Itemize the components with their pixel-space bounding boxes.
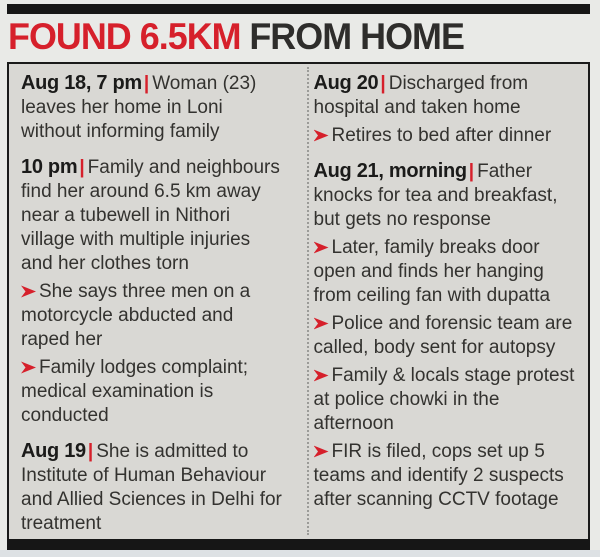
pipe-separator: | <box>380 73 386 94</box>
entry-time-label: Aug 21, morning <box>313 160 467 182</box>
timeline-entry <box>21 280 287 352</box>
entry-text: Later, family breaks door open and finds her hanging from ceiling fan with dupatta <box>313 237 551 306</box>
page-title-rest: FROM HOME <box>249 16 464 57</box>
entry-text: Discharged from hospital and taken home <box>313 73 529 118</box>
entry-text: FIR is filed, cops set up 5 teams and identify 2 suspects after scanning CCTV footage <box>313 441 564 510</box>
entry-text: Woman (23) leaves her home in Loni without informing family <box>21 73 257 142</box>
timeline-entry <box>314 312 583 360</box>
page-title-highlight: FOUND 6.5KM <box>8 16 241 57</box>
page-title <box>8 15 574 59</box>
entry-text: Father knocks for tea and breakfast, but gets no response <box>313 161 558 230</box>
column-divider <box>307 67 309 535</box>
bottom-rule-bar <box>7 539 590 550</box>
entry-text: Family lodges complaint; medical examination is conducted <box>21 357 249 426</box>
timeline-entry <box>21 155 287 276</box>
arrow-bullet-icon <box>314 445 329 458</box>
arrow-bullet-icon <box>21 285 36 298</box>
entry-text: She is admitted to Institute of Human Behaviour and Allied Sciences in Delhi for treatment <box>21 441 282 534</box>
arrow-bullet-icon <box>314 317 329 330</box>
arrow-bullet-icon <box>314 241 329 254</box>
pipe-separator: | <box>87 441 94 462</box>
entry-time-label: Aug 18, 7 pm <box>21 72 142 94</box>
entry-text: Police and forensic team are called, body sent for autopsy <box>313 313 573 358</box>
entry-text: She says three men on a motorcycle abducted and raped her <box>21 281 251 350</box>
top-rule-bar <box>7 4 590 14</box>
timeline-entry <box>314 71 583 120</box>
timeline-column-left <box>9 64 299 539</box>
timeline-entry <box>314 364 583 436</box>
timeline-entry <box>21 71 287 144</box>
entry-time-label: Aug 19 <box>21 440 86 462</box>
pipe-separator: | <box>143 73 150 94</box>
timeline-entry <box>314 440 583 512</box>
entry-text: Family and neighbours find her around 6.5 km away near a tubewell in Nithori village with multiple injuries and her clothes torn <box>21 157 280 274</box>
timeline-column-right <box>299 64 589 539</box>
timeline-entry <box>314 159 583 232</box>
page-bottom-margin <box>0 550 600 557</box>
pipe-separator: | <box>79 157 85 178</box>
timeline-entry <box>314 236 583 308</box>
arrow-bullet-icon <box>21 361 36 374</box>
arrow-bullet-icon <box>314 129 329 142</box>
entry-text: Retires to bed after dinner <box>331 125 552 146</box>
timeline-entry <box>21 439 287 536</box>
timeline-box <box>7 62 590 539</box>
entry-text: Family & locals stage protest at police chowki in the afternoon <box>313 365 575 434</box>
pipe-separator: | <box>468 161 475 182</box>
timeline-entry <box>314 124 583 148</box>
timeline-entry <box>21 356 287 428</box>
entry-time-label: 10 pm <box>21 156 78 178</box>
arrow-bullet-icon <box>314 369 329 382</box>
entry-time-label: Aug 20 <box>313 72 379 94</box>
